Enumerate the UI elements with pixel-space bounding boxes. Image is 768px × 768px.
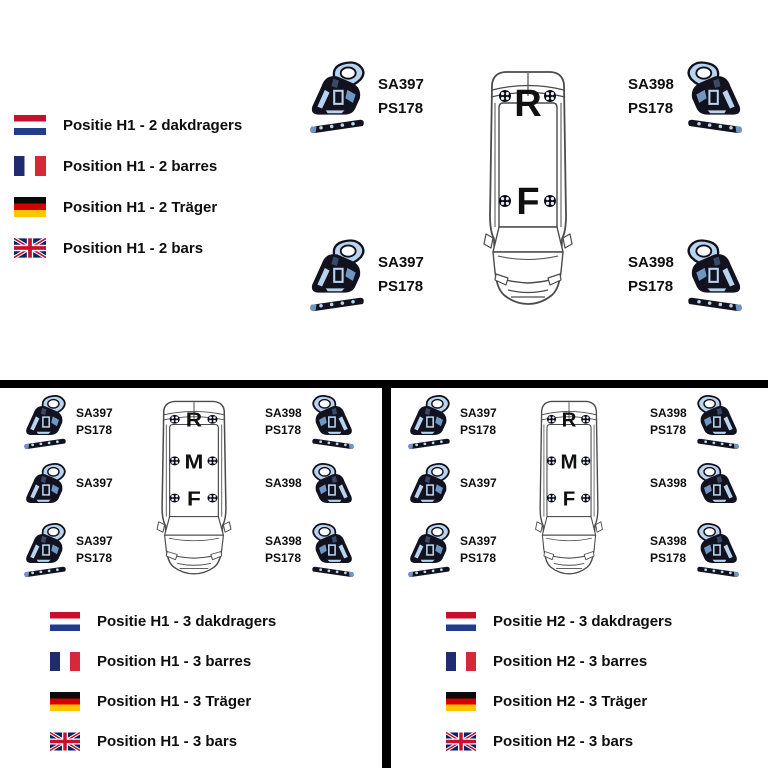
- part-code: SA397: [460, 475, 497, 490]
- van-top-view-h2-3: [531, 397, 607, 579]
- legend-label-nl: Positie H1 - 2 dakdragers: [63, 116, 243, 134]
- part-callout-front-right: [628, 238, 746, 312]
- roof-rack-foot-and-bar-icon: [22, 522, 68, 578]
- legend-label-fr: Position H2 - 3 barres: [493, 653, 648, 670]
- legend-row-de: [14, 197, 242, 217]
- van-front-label: F: [562, 488, 576, 511]
- part-code: SA398: [265, 406, 302, 420]
- roof-rack-foot-and-bar-icon: [306, 60, 368, 134]
- legend-row-nl: [14, 115, 242, 135]
- legend-row-fr: [14, 156, 242, 176]
- legend-label-fr: Position H1 - 3 barres: [97, 653, 252, 670]
- part-code: SA398: [265, 534, 302, 548]
- van-top-view-h1-3: [152, 397, 236, 579]
- netherlands-flag-icon: [446, 612, 476, 631]
- van-rear-label: R: [514, 83, 542, 125]
- part-callout-front-left: [306, 238, 424, 312]
- uk-flag-icon: [14, 238, 46, 258]
- part-callout-rear-left: [306, 60, 424, 134]
- roof-rack-foot-and-bar-icon: [406, 522, 452, 578]
- part-code: SA398: [628, 254, 674, 271]
- part-code: SA397: [460, 534, 497, 548]
- netherlands-flag-icon: [50, 612, 80, 631]
- legend-label-gb: Position H1 - 3 bars: [97, 733, 238, 750]
- part-pad-code: PS178: [378, 100, 424, 117]
- van-rear-label: R: [185, 408, 203, 432]
- legend-row-nl: [50, 612, 276, 631]
- roof-rack-foot-icon: [695, 462, 741, 504]
- part-code: SA398: [650, 475, 687, 490]
- part-pad-code: PS178: [265, 423, 302, 437]
- legend-label-de: Position H2 - 3 Träger: [493, 693, 648, 710]
- uk-flag-icon: [446, 732, 476, 751]
- roof-rack-foot-and-bar-icon: [684, 238, 746, 312]
- roof-rack-foot-and-bar-icon: [306, 238, 368, 312]
- part-code: SA398: [650, 406, 687, 420]
- part-callout-middle-left: [406, 462, 497, 504]
- part-callout-middle-right: [265, 462, 356, 504]
- legend-row-nl: [446, 612, 672, 631]
- part-code: SA398: [265, 475, 302, 490]
- germany-flag-icon: [446, 692, 476, 711]
- legend-label-nl: Positie H2 - 3 dakdragers: [493, 613, 673, 630]
- part-pad-code: PS178: [460, 423, 497, 437]
- part-pad-code: PS178: [76, 551, 113, 565]
- roof-rack-foot-and-bar-icon: [310, 522, 356, 578]
- part-callout-front-right: [650, 522, 741, 578]
- van-rear-label: R: [561, 409, 577, 432]
- france-flag-icon: [50, 652, 80, 671]
- part-callout-rear-left: [22, 394, 113, 450]
- part-pad-code: PS178: [628, 278, 674, 295]
- part-callout-front-left: [22, 522, 113, 578]
- roof-rack-foot-and-bar-icon: [684, 60, 746, 134]
- legend-label-fr: Position H1 - 2 barres: [63, 157, 218, 175]
- part-code: SA397: [378, 76, 424, 93]
- part-code: SA397: [460, 406, 497, 420]
- van-top-view-h1-2: [478, 66, 578, 311]
- germany-flag-icon: [14, 197, 46, 217]
- legend-label-de: Position H1 - 2 Träger: [63, 198, 218, 216]
- part-pad-code: PS178: [378, 278, 424, 295]
- part-callout-front-right: [265, 522, 356, 578]
- part-pad-code: PS178: [650, 423, 687, 437]
- van-middle-label: M: [560, 451, 578, 474]
- legend-label-gb: Position H2 - 3 bars: [493, 733, 634, 750]
- roof-rack-foot-and-bar-icon: [22, 394, 68, 450]
- part-pad-code: PS178: [628, 100, 674, 117]
- van-middle-label: M: [184, 450, 204, 473]
- part-callout-rear-left: [406, 394, 497, 450]
- legend-row-gb: [14, 238, 242, 258]
- van-front-label: F: [187, 487, 201, 511]
- legend-row-gb: [446, 732, 672, 751]
- roof-rack-foot-icon: [406, 462, 452, 504]
- germany-flag-icon: [50, 692, 80, 711]
- legend-label-gb: Position H1 - 2 bars: [63, 239, 204, 257]
- roof-rack-foot-and-bar-icon: [310, 394, 356, 450]
- roof-rack-foot-and-bar-icon: [695, 394, 741, 450]
- legend-row-de: [50, 692, 276, 711]
- van-front-label: F: [516, 181, 540, 223]
- legend-row-gb: [50, 732, 276, 751]
- part-pad-code: PS178: [460, 551, 497, 565]
- legend-bottom-left: [50, 612, 276, 768]
- roof-rack-foot-and-bar-icon: [695, 522, 741, 578]
- france-flag-icon: [14, 156, 46, 176]
- roof-rack-foot-icon: [310, 462, 356, 504]
- roof-rack-foot-and-bar-icon: [406, 394, 452, 450]
- legend-row-de: [446, 692, 672, 711]
- netherlands-flag-icon: [14, 115, 46, 135]
- roof-rack-foot-icon: [22, 462, 68, 504]
- part-code: SA397: [76, 406, 113, 420]
- part-pad-code: PS178: [76, 423, 113, 437]
- legend-top: [14, 115, 242, 279]
- part-code: SA398: [650, 534, 687, 548]
- part-callout-middle-left: [22, 462, 113, 504]
- legend-row-fr: [446, 652, 672, 671]
- part-callout-middle-right: [650, 462, 741, 504]
- legend-bottom-right: [446, 612, 672, 768]
- part-pad-code: PS178: [265, 551, 302, 565]
- legend-label-de: Position H1 - 3 Träger: [97, 693, 252, 710]
- legend-row-fr: [50, 652, 276, 671]
- part-pad-code: PS178: [650, 551, 687, 565]
- part-code: SA398: [628, 76, 674, 93]
- part-callout-rear-right: [628, 60, 746, 134]
- part-code: SA397: [378, 254, 424, 271]
- vertical-divider: [382, 380, 391, 768]
- part-callout-rear-right: [650, 394, 741, 450]
- part-code: SA397: [76, 475, 113, 490]
- part-callout-rear-right: [265, 394, 356, 450]
- part-callout-front-left: [406, 522, 497, 578]
- uk-flag-icon: [50, 732, 80, 751]
- france-flag-icon: [446, 652, 476, 671]
- part-code: SA397: [76, 534, 113, 548]
- legend-label-nl: Positie H1 - 3 dakdragers: [97, 613, 277, 630]
